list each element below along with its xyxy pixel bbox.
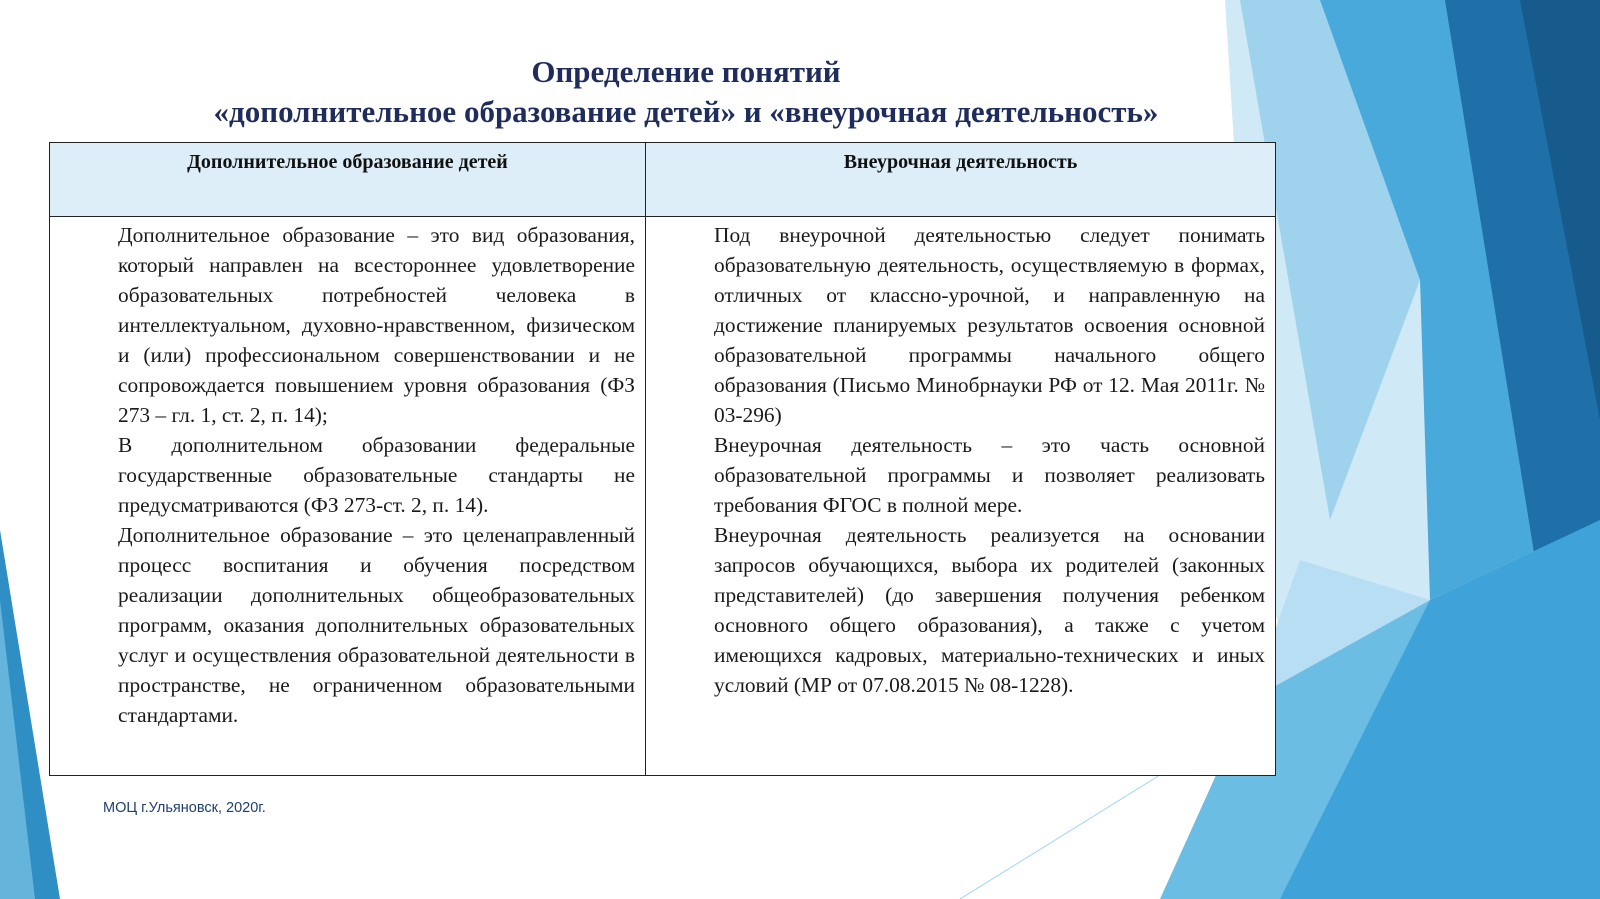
right-paragraph: Под внеурочной деятельностью следует понимать образовательную деятельность, осуществляемую в формах, отличных от классно-урочной, и направленную на достижение планируемых результатов освоения основной образовательной программы начального общего образования (Письмо Минобрнауки РФ от 12. Мая 2011г. № 03-296): [714, 223, 1265, 427]
slide-title-line-2: «дополнительное образование детей» и «внеурочная деятельность»: [213, 94, 1159, 129]
right-paragraph: Внеурочная деятельность – это часть основной образовательной программы и позволяет реализовать требования ФГОС в полной мере.: [714, 433, 1265, 517]
right-paragraph: Внеурочная деятельность реализуется на основании запросов обучающихся, выбора их родителей (законных представителей) (до завершения получения ребенком основного общего образования), а также с учетом имеющихся кадровых, материально-технических и иных условий (МР от 07.08.2015 № 08-1228).: [714, 523, 1265, 697]
header-additional-education: Дополнительное образование детей: [50, 143, 646, 217]
table-body-row: [50, 217, 1276, 776]
additional-education-cell: [50, 217, 646, 776]
slide-title-line-1: Определение понятий: [531, 54, 841, 89]
footer-caption: МОЦ г.Ульяновск, 2020г.: [103, 800, 266, 816]
table-header-row: [50, 143, 1276, 217]
header-extracurricular: Внеурочная деятельность: [646, 143, 1276, 217]
extracurricular-cell: [646, 217, 1276, 776]
decor-line: [960, 775, 1160, 899]
comparison-table: [49, 142, 1276, 776]
left-paragraph: В дополнительном образовании федеральные государственные образовательные стандарты не предусматриваются (ФЗ 273-ст. 2, п. 14).: [118, 433, 635, 517]
left-paragraph: Дополнительное образование – это вид образования, который направлен на всестороннее удовлетворение образовательных потребностей человека в интеллектуальном, духовно-нравственном, физическом и (или) профессиональном совершенствовании и не сопровождается повышением уровня образования (ФЗ 273 – гл. 1, ст. 2, п. 14);: [118, 223, 635, 427]
left-paragraph: Дополнительное образование – это целенаправленный процесс воспитания и обучения посредством реализации дополнительных общеобразовательных программ, оказания дополнительных образовательных услуг и осуществления образовательной деятельности в пространстве, не ограниченном образовательными стандартами.: [118, 523, 635, 727]
